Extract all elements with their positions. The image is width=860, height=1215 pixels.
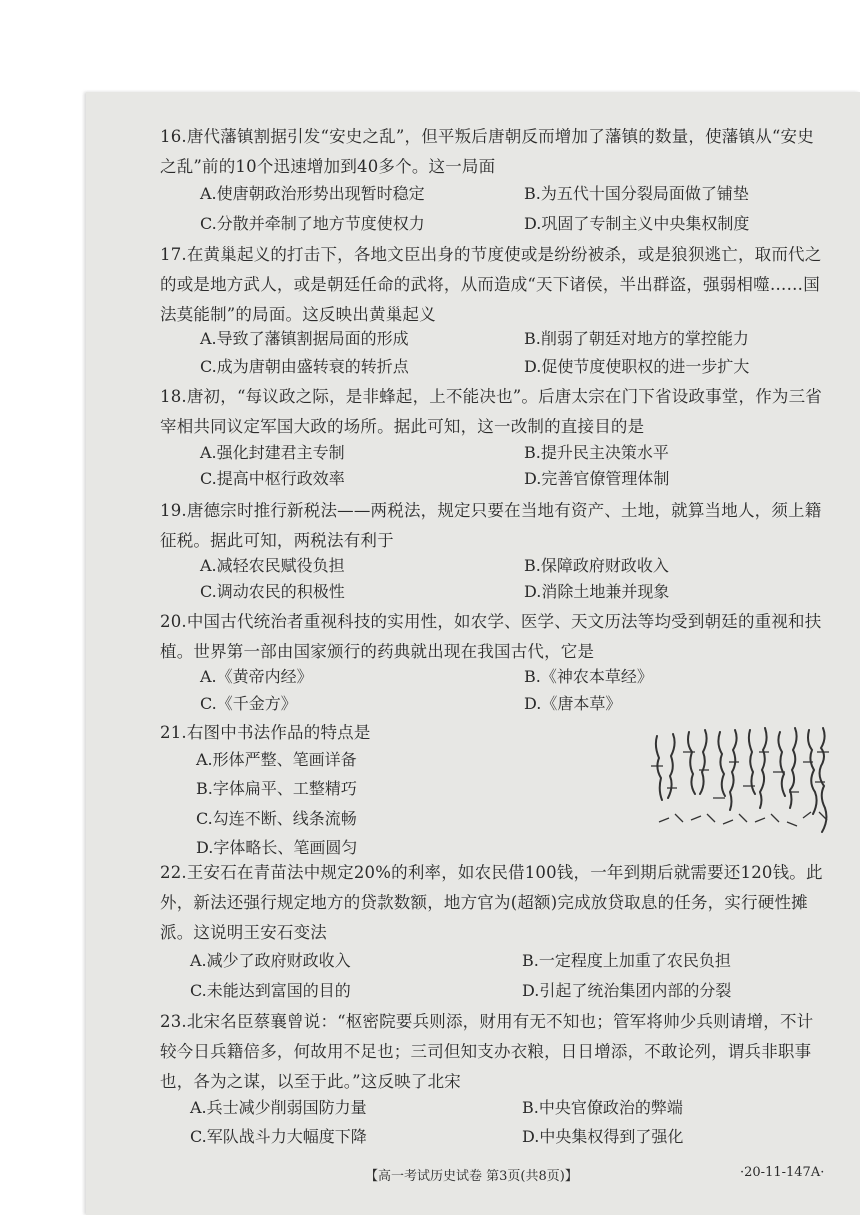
option-d: D.《唐本草》 xyxy=(524,694,622,713)
question-22 xyxy=(160,858,830,948)
option-c: C.分散并牵制了地方节度使权力 xyxy=(200,214,425,233)
question-stem: 22.王安石在青苗法中规定20%的利率，如农民借100钱，一年到期后就需要还120钱。此外，新法还强行规定地方的贷款数额，地方官为(超额)完成放贷取息的任务，实行硬性摊派。这说明王安石变法 xyxy=(160,863,823,942)
calligraphy-image-icon xyxy=(643,722,835,844)
option-d: D.完善官僚管理体制 xyxy=(524,469,670,488)
option-d: D.中央集权得到了强化 xyxy=(522,1127,684,1146)
option-c: C.未能达到富国的目的 xyxy=(190,981,351,1000)
question-stem: 18.唐初，“每议政之际，是非蜂起，上不能决也”。后唐太宗在门下省设政事堂，作为三省宰相共同议定军国大政的场所。据此可知，这一改制的直接目的是 xyxy=(160,387,823,436)
option-a: A.使唐朝政治形势出现暂时稳定 xyxy=(200,184,425,203)
option-c: C.《千金方》 xyxy=(200,694,297,713)
option-b: B.保障政府财政收入 xyxy=(524,556,669,575)
option-d: D.消除土地兼并现象 xyxy=(524,582,670,601)
option-c: C.提高中枢行政效率 xyxy=(200,469,345,488)
question-20 xyxy=(160,607,830,667)
option-d: D.引起了统治集团内部的分裂 xyxy=(522,981,732,1000)
option-c: C.成为唐朝由盛转衰的转折点 xyxy=(200,357,409,376)
question-stem: 23.北宋名臣蔡襄曾说：“枢密院要兵则添，财用有无不知也；管军将帅少兵则请增，不计较今日兵籍倍多，何故用不足也；三司但知支办衣粮，日日增添，不敢论列，谓兵非职事也，各为之谋，以至于此。”这反映了北宋 xyxy=(160,1012,814,1091)
option-b: B.字体扁平、工整精巧 xyxy=(196,779,357,798)
option-b: B.一定程度上加重了农民负担 xyxy=(522,951,731,970)
option-a: A.导致了藩镇割据局面的形成 xyxy=(200,329,409,348)
question-21 xyxy=(160,718,600,748)
option-b: B.为五代十国分裂局面做了铺垫 xyxy=(524,184,749,203)
option-a: A.《黄帝内经》 xyxy=(200,667,313,686)
question-19 xyxy=(160,496,830,556)
question-stem: 21.右图中书法作品的特点是 xyxy=(160,723,371,742)
question-stem: 16.唐代藩镇割据引发“安史之乱”，但平叛后唐朝反而增加了藩镇的数量，使藩镇从“安史之乱”前的10个迅速增加到40多个。这一局面 xyxy=(160,127,814,176)
option-c: C.勾连不断、线条流畅 xyxy=(196,809,357,828)
option-b: B.削弱了朝廷对地方的掌控能力 xyxy=(524,329,749,348)
question-17 xyxy=(160,240,830,330)
question-stem: 17.在黄巢起义的打击下，各地文臣出身的节度使或是纷纷被杀，或是狼狈逃亡，取而代之的或是地方武人，或是朝廷任命的武将，从而造成“天下诸侯，半出群盗，强弱相噬……国法莫能制”的局面。这反映出黄巢起义 xyxy=(160,245,822,324)
option-a: A.减轻农民赋役负担 xyxy=(200,556,345,575)
option-a: A.形体严整、笔画详备 xyxy=(196,750,357,769)
option-d: D.字体略长、笔画圆匀 xyxy=(196,838,358,857)
option-a: A.兵士减少削弱国防力量 xyxy=(190,1098,367,1117)
option-d: D.促使节度使职权的进一步扩大 xyxy=(524,357,750,376)
option-a: A.减少了政府财政收入 xyxy=(190,951,351,970)
option-b: B.提升民主决策水平 xyxy=(524,443,669,462)
question-16 xyxy=(160,122,830,182)
question-18 xyxy=(160,382,830,442)
option-c: C.调动农民的积极性 xyxy=(200,582,345,601)
page-footer-code: ·20-11-147A· xyxy=(740,1165,825,1180)
question-23 xyxy=(160,1007,830,1097)
option-d: D.巩固了专制主义中央集权制度 xyxy=(524,214,750,233)
question-stem: 19.唐德宗时推行新税法——两税法，规定只要在当地有资产、土地，就算当地人，须上籍征税。据此可知，两税法有利于 xyxy=(160,501,822,550)
question-stem: 20.中国古代统治者重视科技的实用性，如农学、医学、天文历法等均受到朝廷的重视和扶植。世界第一部由国家颁行的药典就出现在我国古代，它是 xyxy=(160,612,822,661)
page-footer-title: 【高一考试历史试卷 第3页(共8页)】 xyxy=(365,1169,578,1184)
option-a: A.强化封建君主专制 xyxy=(200,443,345,462)
option-b: B.中央官僚政治的弊端 xyxy=(522,1098,683,1117)
option-c: C.军队战斗力大幅度下降 xyxy=(190,1127,367,1146)
option-b: B.《神农本草经》 xyxy=(524,667,653,686)
